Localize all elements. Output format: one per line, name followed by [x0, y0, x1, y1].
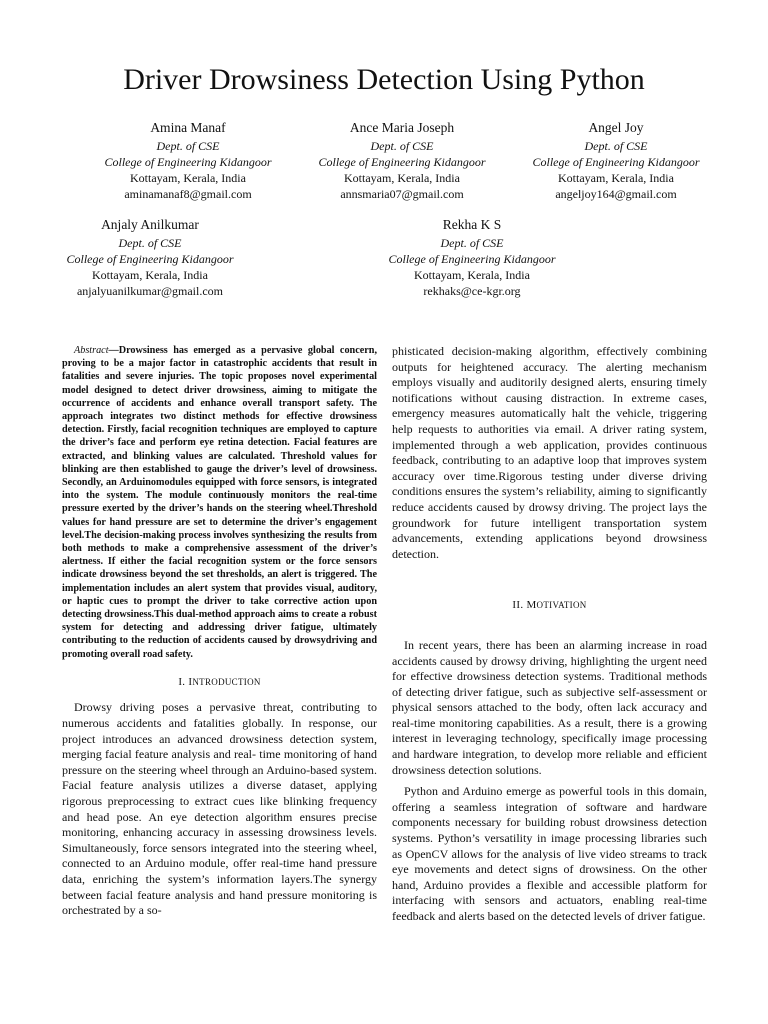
author-block	[362, 216, 582, 299]
left-column	[62, 344, 377, 925]
author-dept: Dept. of CSE	[440, 236, 504, 250]
author-location: Kottayam, Kerala, India	[558, 171, 674, 185]
author-email: aminamanaf8@gmail.com	[124, 187, 252, 201]
section-title-cap: M	[526, 599, 537, 612]
section-numeral: II.	[512, 599, 524, 612]
author-location: Kottayam, Kerala, India	[344, 171, 460, 185]
section-numeral: I.	[178, 675, 186, 688]
author-college: College of Engineering Kidangoor	[66, 252, 234, 266]
author-name: Amina Manaf	[150, 120, 226, 135]
right-column	[392, 344, 707, 931]
abstract-text: —Drowsiness has emerged as a pervasive global concern, proving to be a major factor in catastrophic accidents that result in fatalities and severe injuries. The topic proposes novel experimental model designed to detect driver drowsiness, aiming to mitigate the occurrence of accidents and enhance overall transport safety. The approach integrates two distinct methods for effective drowsiness detection. Firstly, facial recognition techniques are employed to capture the driver’s face and perform eye retina detection. Facial features are extracted, and blinking values are calculated. Threshold values for blinking are then established to gauge the driver’s level of drowsiness. Secondly, an Arduinomodules equipped with force sensors, is integrated into the system. The module continuously monitors the real-time pressure exerted by the driver’s hands on the steering wheel.Threshold values for hand pressure are set to determine the driver’s engagement level.The decision-making process involves synthesizing the results from both methods to make a comprehensive assessment of the driver’s alertness. If either the facial recognition system or the force sensors indicate drowsiness beyond the set thresholds, an alert is triggered. The implementation includes an alert system that provides visual, auditory, or haptic cues to prompt the driver to take corrective action upon detecting drowsiness.This dual-method approach aims to create a robust system for detecting and addressing driver fatigue, ultimately contributing to the reduction of accidents caused by drowsydriving and promoting overall road safety.	[62, 345, 377, 660]
author-block	[506, 119, 726, 202]
section-heading-introduction	[62, 675, 377, 691]
author-email: anjalyuanilkumar@gmail.com	[76, 284, 223, 298]
author-name: Angel Joy	[588, 120, 644, 135]
author-block	[40, 216, 260, 299]
author-location: Kottayam, Kerala, India	[130, 171, 246, 185]
author-dept: Dept. of CSE	[370, 139, 434, 153]
author-name: Anjaly Anilkumar	[101, 217, 199, 232]
author-college: College of Engineering Kidangoor	[388, 252, 556, 266]
section-title-rest: OTIVATION	[536, 600, 587, 611]
motivation-paragraph: In recent years, there has been an alarming increase in road accidents caused by drowsy driving, highlighting the urgent need for effective drowsiness detection systems. Traditional methods of detecting driver fatigue, such as subjective self-assessment or physical sensors attached to the body, often lack accuracy and real-time monitoring capabilities. As a result, there is a growing interest in leveraging technology, specifically image processing and hardware integration, to develop more reliable and efficient drowsiness detection solutions.	[392, 637, 707, 777]
author-email: angeljoy164@gmail.com	[555, 187, 677, 201]
paper-title: Driver Drowsiness Detection Using Python	[123, 63, 645, 96]
section-title-rest: NTRODUCTION	[192, 676, 261, 687]
author-block	[292, 119, 512, 202]
author-name: Ance Maria Joseph	[349, 120, 455, 135]
author-block	[78, 119, 298, 202]
author-college: College of Engineering Kidangoor	[532, 155, 700, 169]
motivation-paragraph: Python and Arduino emerge as powerful tools in this domain, offering a seamless integration of software and hardware components necessary for building robust drowsiness detection systems. Python’s versatility in image processing libraries such as OpenCV allows for the analysis of live video streams to track eye movements and detect signs of drowsiness. On the other hand, Arduino provides a flexible and accessible platform for interfacing with sensors and actuators, enabling real-time feedback and alerts based on the detected levels of driver fatigue.	[392, 784, 707, 923]
section-title-cap: I	[188, 675, 193, 688]
section-heading-motivation	[392, 598, 707, 614]
author-name: Rekha K S	[442, 217, 502, 232]
author-college: College of Engineering Kidangoor	[104, 155, 272, 169]
intro-paragraph: Drowsy driving poses a pervasive threat, contributing to numerous accidents and fatalities globally. In response, our project introduces an advanced drowsiness detection system, merging facial feature analysis and real- time monitoring of hand pressure on the steering wheel through an Arduino-based system. Facial feature analysis utilizes a diverse dataset, applying rigorous preprocessing to extract cues like blinking frequency and head pose. An eye detection algorithm ensures precise monitoring, enhancing accuracy in assessing drowsiness levels. Simultaneously, force sensors integrated into the steering wheel, connected to an Arduino module, offer real-time hand pressure data, enriching the system’s information layers.The synergy between facial feature analysis and hand pressure monitoring is orchestrated by a so-	[62, 700, 377, 918]
author-college: College of Engineering Kidangoor	[318, 155, 486, 169]
author-dept: Dept. of CSE	[118, 236, 182, 250]
author-email: annsmaria07@gmail.com	[340, 187, 464, 201]
abstract	[62, 344, 377, 661]
author-dept: Dept. of CSE	[156, 139, 220, 153]
author-location: Kottayam, Kerala, India	[414, 268, 530, 282]
author-location: Kottayam, Kerala, India	[92, 268, 208, 282]
intro-paragraph-continued: phisticated decision-making algorithm, effectively combining outputs for heightened accuracy. The alerting mechanism employs visually and auditorily designed alerts, ensuring timely notifications without causing distraction. In extreme cases, emergency measures automatically halt the vehicle, triggering help requests to authorities via email. A driver rating system, implemented through a web application, provides continuous feedback, contributing to an adaptive loop that improves system accuracy over time.Rigorous testing under diverse driving conditions ensures the system’s reliability, aiming to significantly reduce accidents caused by drowsy driving. The project lays the groundwork for future intelligent transportation system advancements, extending applications beyond drowsiness detection.	[392, 344, 707, 561]
author-dept: Dept. of CSE	[584, 139, 648, 153]
abstract-lead: Abstract	[74, 345, 109, 356]
author-email: rekhaks@ce-kgr.org	[423, 284, 521, 298]
